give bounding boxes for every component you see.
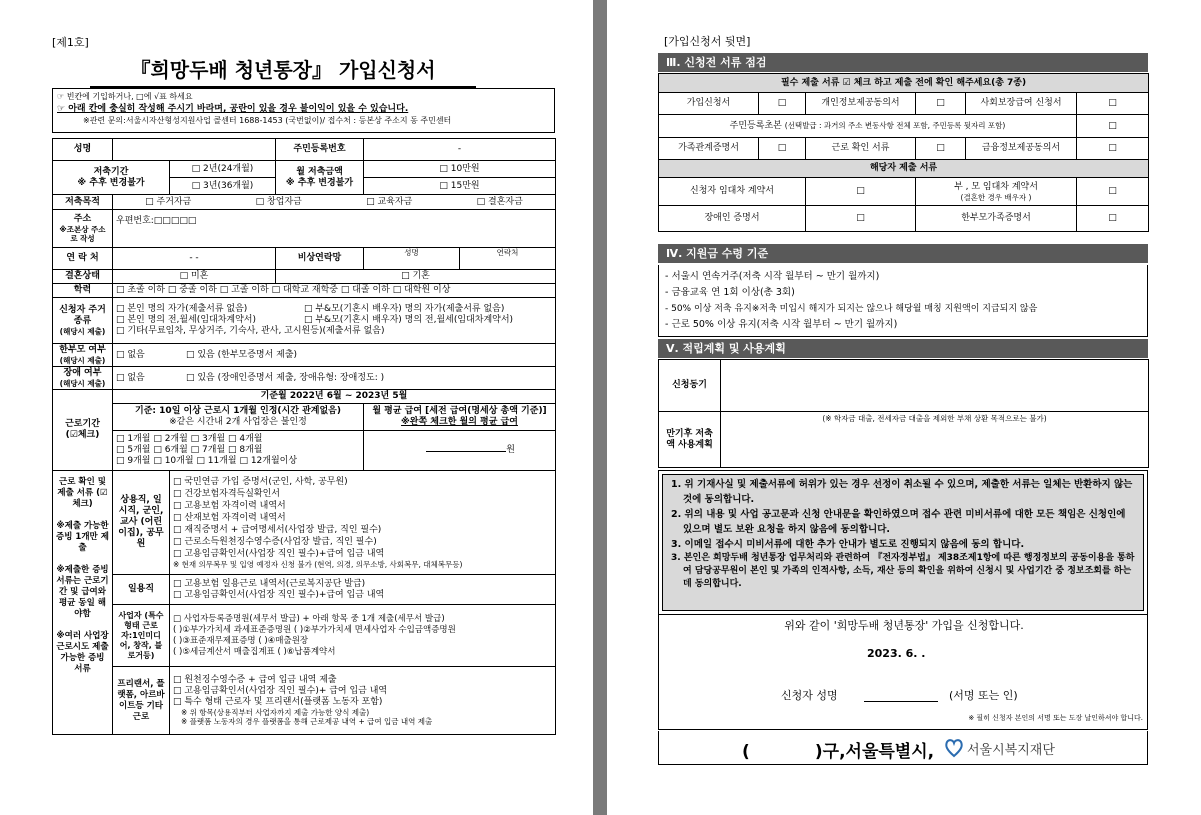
- regular-doc-5[interactable]: □ 재직증명서 + 급여명세서(사업장 발급, 직인 필수): [173, 525, 382, 535]
- opt-lease-parent-label: 부 , 모 임대차 계약서: [954, 181, 1038, 192]
- contact-field[interactable]: - -: [113, 248, 276, 270]
- housing-label: 신청자 주거 종류: [59, 305, 106, 326]
- consent-4: 3. 본인은 희망두배 청년통장 업무처리와 관련하여 『전자정부법』 제38조제1항에 따른 행정정보의 공동이용을 통하여 담당공무원이 본인 및 가족의 인적사항, 소득, 재산 등의 확인을 위하여 신청시 및 사업기간 중 정보조회를 하는 데 동의합니다.: [671, 553, 1135, 589]
- months-row-2[interactable]: □ 5개월 □ 6개월 □ 7개월 □ 8개월: [116, 445, 263, 455]
- req-work-check[interactable]: □: [916, 138, 966, 160]
- contact-label: 연 락 처: [53, 248, 113, 270]
- req-privacy-check[interactable]: □: [916, 93, 966, 115]
- period-cell: [53, 161, 170, 195]
- period-label: 저축기간: [93, 166, 129, 177]
- name-field[interactable]: [113, 139, 276, 161]
- education-options[interactable]: □ 초졸 이하 □ 중졸 이하 □ 고졸 이하 □ 대학교 재학중 □ 대졸 이하 □ 대학원 이상: [113, 284, 556, 298]
- singleparent-cell: [53, 344, 113, 367]
- purpose-label: 저축목적: [53, 195, 113, 210]
- req-application: 가입신청서: [659, 93, 759, 115]
- housing-rent-parent[interactable]: □ 부&모(기혼시 배우자) 명의 전,월세(임대차계약서): [304, 315, 514, 325]
- plan-label: 만기후 저축액 사용계획: [659, 412, 721, 468]
- section-4-body: [658, 265, 1148, 337]
- biz-docs: [170, 605, 556, 667]
- wage-criteria: [364, 404, 556, 431]
- regular-doc-3[interactable]: □ 고용보험 자격이력 내역서: [173, 501, 286, 511]
- opt-lease-parent: [916, 178, 1077, 206]
- req-welfare: 사회보장급여 신청서: [966, 93, 1077, 115]
- daily-label: 일용직: [113, 575, 170, 605]
- work-check: (☑체크): [65, 430, 100, 440]
- optional-docs-header: 해당자 제출 서류: [659, 160, 1149, 178]
- apply-text: 위와 같이 '희망두배 청년통장' 가입을 신청합니다.: [784, 619, 1024, 632]
- period-option-24[interactable]: □ 2년(24개월): [170, 161, 276, 178]
- purpose-startup[interactable]: □ 창업자금: [255, 196, 302, 207]
- form-title: 『희망두배 청년통장』 가입신청서: [90, 54, 476, 88]
- regular-doc-1[interactable]: □ 국민연금 가입 증명서(군인, 사학, 공무원): [173, 477, 348, 487]
- housing-cell: [53, 298, 113, 344]
- regular-doc-7[interactable]: □ 고용임금확인서(사업장 직인 필수)+급여 입금 내역: [173, 549, 385, 559]
- singleparent-options: [113, 344, 556, 367]
- disability-options: [113, 367, 556, 390]
- consent-3: 3. 이메일 접수시 미비서류에 대한 추가 안내가 별도로 진행되지 않음에 동의 합니다.: [671, 539, 1025, 550]
- housing-own-parent[interactable]: □ 부&모(기혼시 배우자) 명의 자가(제출서류 없음): [304, 304, 505, 314]
- purpose-education[interactable]: □ 교육자금: [366, 196, 413, 207]
- page-gap: [593, 0, 607, 815]
- section-4-title: Ⅳ. 지원금 수령 기준: [658, 244, 1148, 263]
- emergency-label: 비상연락망: [276, 248, 364, 270]
- req-family: 가족관계증명서: [659, 138, 759, 160]
- criteria-2: - 금융교육 연 1회 이상(총 3회): [665, 287, 795, 298]
- application-table: [52, 138, 556, 735]
- emergency-name[interactable]: 성명: [364, 248, 460, 269]
- emergency-phone[interactable]: 연락처: [496, 248, 519, 257]
- req-resident: [659, 115, 1077, 138]
- regular-doc-2[interactable]: □ 건강보험자격득실확인서: [173, 489, 280, 499]
- instructions-box: [52, 88, 555, 133]
- opt-lease-parent-check[interactable]: □: [1077, 178, 1149, 206]
- regular-docs: [170, 471, 556, 575]
- biz-doc-main[interactable]: □ 사업자등록증명원(세무서 발급) + 아래 항목 중 1개 제출(세무서 발급): [173, 613, 445, 624]
- instruction-3: ※관련 문의:서울시자산형성지원사업 콜센터 1688-1453 (국번없이)/ 접수처 : 등본상 주소지 동 주민센터: [83, 116, 452, 125]
- singleparent-yes[interactable]: □ 있음 (한부모증명서 제출): [186, 349, 298, 360]
- docs-cell: [53, 471, 113, 735]
- free-note-2: ※ 플랫폼 노동자의 경우 플랫폼을 통해 근로제공 내역 + 급여 입금 내역 제출: [181, 717, 433, 726]
- name-label: 성명: [53, 139, 113, 161]
- req-welfare-check[interactable]: □: [1077, 93, 1149, 115]
- monthly-option-10[interactable]: □ 10만원: [364, 161, 556, 178]
- req-finance: 금융정보제공동의서: [966, 138, 1077, 160]
- disability-label: 장애 여부: [63, 368, 102, 378]
- singleparent-no[interactable]: □ 없음: [116, 349, 145, 360]
- singleparent-note: (해당시 제출): [59, 356, 106, 365]
- regular-doc-4[interactable]: □ 산재보험 자격이력 내역서: [173, 513, 286, 523]
- apply-date: 2023. 6. .: [867, 647, 926, 660]
- checklist-table: [658, 73, 1149, 232]
- regular-label: 상용직, 일시직, 군인, 교사 (어린이집), 공무원: [113, 471, 170, 575]
- biz-doc-row-2[interactable]: ( )③표준재무제표증명 ( )④매출원장: [173, 635, 309, 646]
- gu-text: ( )구,서울특별시,: [742, 742, 935, 762]
- free-doc-2[interactable]: □ 고용임금확인서(사업장 직인 필수)+ 급여 입금 내역: [173, 686, 388, 696]
- req-resident-label: 주민등록초본: [729, 120, 782, 131]
- sign-label: 신청자 성명: [781, 689, 838, 702]
- sign-suffix: (서명 또는 인): [949, 689, 1018, 702]
- docs-note-1: ※제출 가능한 증빙 1개만 제출: [56, 521, 109, 553]
- consent-2: 2. 위의 내용 및 사업 공고문과 신청 안내문을 확인하였으며 접수 관련 미비서류에 대한 모든 책임은 신청인에 있으며 별도 보완 요청을 하지 않음에 동의합니다.: [671, 509, 1126, 535]
- purpose-options: [113, 195, 556, 210]
- rrn-field[interactable]: -: [364, 139, 556, 161]
- disability-note: (해당시 제출): [59, 379, 106, 388]
- free-label: 프리랜서, 플랫폼, 아르바이트등 기타 근로: [113, 667, 170, 735]
- disability-yes[interactable]: □ 있음 (장애인증명서 제출, 장애유형: 장애정도: ): [186, 372, 385, 383]
- biz-doc-row-1[interactable]: ( )①부가가치세 과세표준증명원 ( )②부가가치세 면세사업자 수입금액증명원: [173, 624, 456, 635]
- opt-lease-parent-note: (결혼한 경우 배우자 ): [960, 192, 1032, 202]
- purpose-wedding[interactable]: □ 결혼자금: [476, 196, 523, 207]
- work-criteria-1: 기준: 10일 이상 근로시 1개월 인정(시간 관계없음): [135, 406, 341, 416]
- free-doc-3[interactable]: □ 특수 형태 근로자 및 프리랜서(플랫폼 노동자 포함): [173, 697, 383, 707]
- months-options: [113, 431, 364, 471]
- opt-lease-self-check[interactable]: □: [806, 178, 916, 206]
- section-5-title: Ⅴ. 적립계획 및 사용계획: [658, 339, 1148, 358]
- criteria-4: - 근로 50% 이상 유지(저축 시작 월부터 ~ 만기 월까지): [665, 319, 898, 330]
- housing-other[interactable]: □ 기타(무료임차, 무상거주, 기숙사, 관사, 고시원등)(제출서류 없음): [116, 326, 385, 336]
- motive-label: 신청동기: [659, 360, 721, 412]
- daily-docs: [170, 575, 556, 605]
- wage-criteria-2: ※완쪽 체크한 월의 평균 급여: [401, 417, 518, 427]
- sign-note: ※ 필히 신청자 본인의 서명 또는 도장 날인하셔야 합니다.: [968, 714, 1143, 722]
- disability-no[interactable]: □ 없음: [116, 372, 145, 383]
- housing-note: (해당시 제출): [59, 327, 106, 336]
- housing-rent-self[interactable]: □ 본인 명의 전,월세(임대차계약서): [116, 315, 256, 325]
- back-header: [가입신청서 뒷면]: [664, 35, 751, 48]
- free-doc-1[interactable]: □ 원천징수영수증 + 급여 입금 내역 제출: [173, 675, 337, 685]
- singleparent-label: 한부모 여부: [59, 345, 106, 355]
- opt-singleparent: 한부모가족증명서: [916, 206, 1077, 232]
- biz-label: 사업자 (특수형태 근로자:1인미디어, 창작, 블로거등): [113, 605, 170, 667]
- heart-logo-icon: [945, 738, 963, 758]
- months-row-3[interactable]: □ 9개월 □ 10개월 □ 11개월 □ 12개월이상: [116, 456, 298, 466]
- period-note: ※ 추후 변경불가: [77, 177, 145, 188]
- free-note-1: ※ 위 항목(상용직부터 사업자까지 제출 가능한 양식 제출): [181, 708, 370, 717]
- req-family-check[interactable]: □: [759, 138, 806, 160]
- housing-options: [113, 298, 556, 344]
- signature-box: [658, 615, 1148, 730]
- motive-field[interactable]: [721, 360, 1149, 412]
- postcode-field[interactable]: 우편번호:□□□□□: [113, 210, 556, 248]
- docs-note-2: ※제출한 증빙 서류는 근로기간 및 급여와 평균 동일 해야함: [56, 565, 109, 619]
- work-criteria-2: ※같은 시간내 2개 사업장은 불인정: [169, 417, 307, 427]
- req-resident-note: (선택발급 : 과거의 주소 변동사항 전체 포함, 주민등록 뒷자리 포함): [784, 120, 1006, 130]
- marital-label: 결혼상태: [53, 270, 113, 284]
- free-docs: [170, 667, 556, 735]
- opt-disability: 장애인 증명서: [659, 206, 806, 232]
- regular-doc-6[interactable]: □ 근로소득원천징수영수증(사업장 발급, 직인 필수): [173, 537, 377, 547]
- plan-field[interactable]: [721, 412, 1149, 468]
- req-finance-check[interactable]: □: [1077, 138, 1149, 160]
- work-criteria: [113, 404, 364, 431]
- criteria-1: - 서울시 연속거주(저축 시작 월부터 ~ 만기 월까지): [665, 271, 880, 282]
- opt-singleparent-check[interactable]: □: [1077, 206, 1149, 232]
- org-name: 서울시복지재단: [967, 743, 1055, 758]
- address-cell: [53, 210, 113, 248]
- monthly-note: ※ 추후 변경불가: [285, 177, 354, 188]
- marital-single[interactable]: □ 미혼: [113, 270, 276, 284]
- housing-own-self[interactable]: □ 본인 명의 자가(제출서류 없음): [116, 304, 248, 314]
- opt-disability-check[interactable]: □: [806, 206, 916, 232]
- monthly-option-15[interactable]: □ 15만원: [364, 178, 556, 195]
- form-number: [제1호]: [52, 36, 89, 49]
- disability-cell: [53, 367, 113, 390]
- consent-1: 1. 위 기재사실 및 제출서류에 허위가 있는 경우 선정이 취소될 수 있으며, 제출한 서류는 일체는 반환하지 않는 것에 동의합니다.: [671, 479, 1133, 505]
- wage-criteria-1: 월 평균 급여 [세전 급여(명세상 총액 기준)]: [372, 406, 547, 416]
- instruction-1: ☞ 빈칸에 기입하거나, □에 √표 하세요: [57, 92, 193, 101]
- period-option-36[interactable]: □ 3년(36개월): [170, 178, 276, 195]
- plan-table: [658, 359, 1149, 468]
- daily-doc-1[interactable]: □ 고용보험 일용근로 내역서(근로복지공단 발급): [173, 578, 366, 589]
- org-logo: [945, 738, 963, 758]
- req-application-check[interactable]: □: [759, 93, 806, 115]
- docs-label: 근로 확인 및 제출 서류 (☑체크): [57, 477, 108, 509]
- sign-field[interactable]: [864, 701, 938, 702]
- emergency-fields: [364, 248, 556, 270]
- instruction-2: ☞ 아래 칸에 충실히 작성해 주시기 바라며, 공란이 있을 경우 불이익이 있을 수 있습니다.: [57, 104, 409, 114]
- purpose-housing[interactable]: □ 주거자금: [145, 196, 192, 207]
- monthly-cell: [276, 161, 364, 195]
- wage-field[interactable]: [364, 431, 556, 471]
- plan-note: (※ 학자금 대출, 전세자금 대출을 제외한 부채 상환 목적으로는 불가): [822, 414, 1047, 423]
- months-row-1[interactable]: □ 1개월 □ 2개월 □ 3개월 □ 4개월: [116, 434, 263, 444]
- wage-unit: 원: [506, 445, 515, 455]
- address-note: ※조본상 주소로 작성: [59, 225, 106, 243]
- docs-note-3: ※여러 사업장 근로시도 제출가능한 증빙 서류: [56, 631, 109, 674]
- marital-married[interactable]: □ 기혼: [276, 270, 556, 284]
- work-cell: [53, 390, 113, 471]
- regular-note: ※ 현재 의무복무 및 입영 예정자 신청 불가 (현역, 의경, 의무소방, 사회복무, 대체복무등): [173, 560, 463, 569]
- section-3-title: Ⅲ. 신청전 서류 점검: [658, 53, 1148, 72]
- work-label: 근로기간: [65, 419, 100, 429]
- consent-box: [658, 470, 1148, 615]
- monthly-label: 월 저축금액: [296, 166, 343, 177]
- opt-lease-self: 신청자 임대차 계약서: [659, 178, 806, 206]
- req-resident-check[interactable]: □: [1077, 115, 1149, 138]
- daily-doc-2[interactable]: □ 고용임금확인서(사업장 직인 필수)+급여 입금 내역: [173, 589, 385, 600]
- education-label: 학력: [53, 284, 113, 298]
- work-base-period: 기준월 2022년 6월 ~ 2023년 5월: [113, 390, 556, 404]
- rrn-label: 주민등록번호: [276, 139, 364, 161]
- req-privacy: 개인정보제공동의서: [806, 93, 916, 115]
- criteria-3: - 50% 이상 저축 유지※저축 미입시 해지가 되지는 않으나 해당월 매칭 지원액이 지급되지 않음: [665, 304, 1038, 314]
- required-docs-header: 필수 제출 서류 ☑ 체크 하고 제출 전에 확인 해주세요(총 7종): [659, 74, 1149, 93]
- address-label: 주소: [73, 214, 92, 224]
- req-work: 근로 확인 서류: [806, 138, 916, 160]
- biz-doc-row-3[interactable]: ( )⑤세금계산서 매출집계표 ( )⑥납품계약서: [173, 646, 336, 657]
